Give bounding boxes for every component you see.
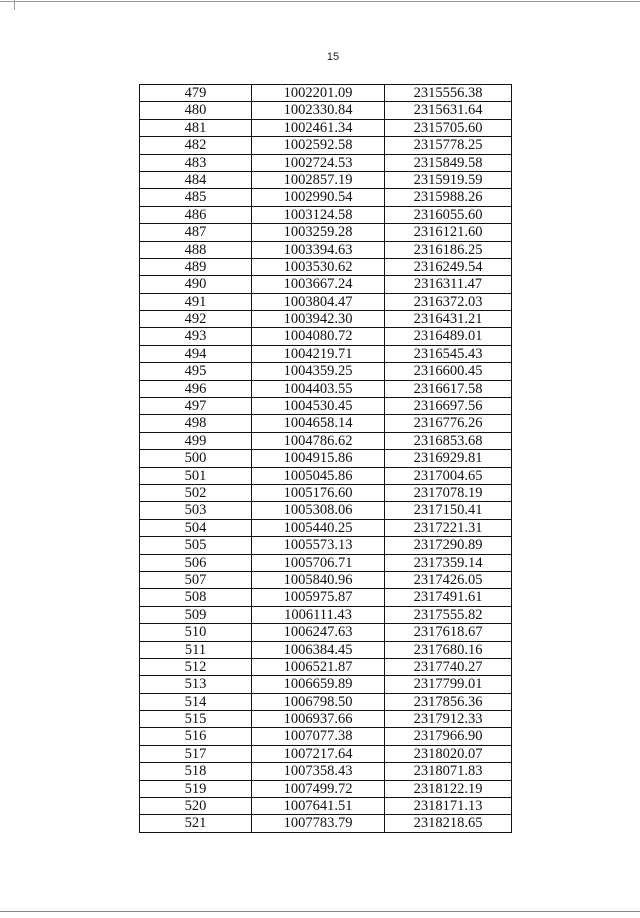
x-coordinate-cell: 1004915.86 <box>252 450 385 466</box>
x-coordinate-cell: 1007077.38 <box>252 728 385 744</box>
y-coordinate-cell: 2315556.38 <box>413 85 483 101</box>
y-coordinate-cell: 2316545.43 <box>413 345 483 362</box>
y-coordinate-cell: 2318020.07 <box>413 745 483 762</box>
point-number-cell: 497 <box>140 398 252 414</box>
point-number-cell: 506 <box>140 555 252 571</box>
point-number-cell: 495 <box>140 363 252 379</box>
x-coordinate-cell: 1004530.45 <box>252 398 385 414</box>
page-number: 15 <box>326 51 340 63</box>
table-row <box>140 398 511 415</box>
point-number-cell: 482 <box>140 137 252 153</box>
y-coordinate-cell: 2316055.60 <box>413 206 483 223</box>
table-row <box>140 137 511 154</box>
y-coordinate-cell: 2317359.14 <box>413 554 483 571</box>
y-coordinate-cell: 2315849.58 <box>413 154 483 171</box>
x-coordinate-cell: 1005706.71 <box>252 555 385 571</box>
y-coordinate-cell: 2318071.83 <box>413 763 483 780</box>
x-coordinate-cell: 1002857.19 <box>252 172 385 188</box>
point-number-cell: 492 <box>140 311 252 327</box>
table-row <box>140 415 511 432</box>
point-number-cell: 480 <box>140 102 252 118</box>
table-row <box>140 276 511 293</box>
y-coordinate-cell: 2316617.58 <box>413 380 483 397</box>
table-row <box>140 346 511 363</box>
x-coordinate-cell: 1006521.87 <box>252 659 385 675</box>
table-row <box>140 815 511 832</box>
table-row <box>140 728 511 745</box>
x-coordinate-cell: 1002724.53 <box>252 155 385 171</box>
x-coordinate-cell: 1003667.24 <box>252 276 385 292</box>
point-number-cell: 486 <box>140 207 252 223</box>
y-coordinate-cell: 2315778.25 <box>413 137 483 154</box>
y-coordinate-cell: 2317491.61 <box>413 589 483 606</box>
point-number-cell: 494 <box>140 346 252 362</box>
x-coordinate-cell: 1005573.13 <box>252 537 385 553</box>
table-row <box>140 642 511 659</box>
y-coordinate-cell: 2316776.26 <box>413 415 483 432</box>
y-coordinate-cell: 2316489.01 <box>413 328 483 345</box>
table-row <box>140 433 511 450</box>
x-coordinate-cell: 1002990.54 <box>252 189 385 205</box>
table-row <box>140 711 511 728</box>
point-number-cell: 510 <box>140 624 252 640</box>
table-row <box>140 189 511 206</box>
table-row <box>140 781 511 798</box>
y-coordinate-cell: 2317912.33 <box>413 711 483 728</box>
y-coordinate-cell: 2316311.47 <box>413 276 483 293</box>
point-number-cell: 518 <box>140 763 252 779</box>
point-number-cell: 517 <box>140 746 252 762</box>
point-number-cell: 479 <box>140 85 252 101</box>
y-coordinate-cell: 2318218.65 <box>413 815 483 832</box>
table-row <box>140 694 511 711</box>
table-row <box>140 746 511 763</box>
y-coordinate-cell: 2317004.65 <box>413 467 483 484</box>
table-row <box>140 259 511 276</box>
point-number-cell: 508 <box>140 589 252 605</box>
x-coordinate-cell: 1005308.06 <box>252 502 385 518</box>
y-coordinate-cell: 2316121.60 <box>413 224 483 241</box>
x-coordinate-cell: 1006937.66 <box>252 711 385 727</box>
table-row <box>140 102 511 119</box>
y-coordinate-cell: 2316697.56 <box>413 398 483 415</box>
y-coordinate-cell: 2315705.60 <box>413 119 483 136</box>
table-row <box>140 589 511 606</box>
point-number-cell: 520 <box>140 798 252 814</box>
x-coordinate-cell: 1003124.58 <box>252 207 385 223</box>
x-coordinate-cell: 1004658.14 <box>252 415 385 431</box>
y-coordinate-cell: 2317221.31 <box>413 519 483 536</box>
y-coordinate-cell: 2316431.21 <box>413 311 483 328</box>
x-coordinate-cell: 1006659.89 <box>252 676 385 692</box>
table-row <box>140 242 511 259</box>
point-number-cell: 503 <box>140 502 252 518</box>
table-row <box>140 572 511 589</box>
x-coordinate-cell: 1004219.71 <box>252 346 385 362</box>
x-coordinate-cell: 1007641.51 <box>252 798 385 814</box>
x-coordinate-cell: 1003804.47 <box>252 294 385 310</box>
x-coordinate-cell: 1007783.79 <box>252 815 385 831</box>
x-coordinate-cell: 1007358.43 <box>252 763 385 779</box>
table-row <box>140 676 511 693</box>
x-coordinate-cell: 1003530.62 <box>252 259 385 275</box>
y-coordinate-cell: 2317150.41 <box>413 502 483 519</box>
x-coordinate-cell: 1002201.09 <box>252 85 385 101</box>
table-row <box>140 363 511 380</box>
point-number-cell: 505 <box>140 537 252 553</box>
point-number-cell: 515 <box>140 711 252 727</box>
table-row <box>140 607 511 624</box>
point-number-cell: 499 <box>140 433 252 449</box>
x-coordinate-cell: 1004080.72 <box>252 328 385 344</box>
point-number-cell: 519 <box>140 781 252 797</box>
point-number-cell: 485 <box>140 189 252 205</box>
table-row <box>140 224 511 241</box>
table-row <box>140 468 511 485</box>
y-coordinate-cell: 2315631.64 <box>413 102 483 119</box>
y-coordinate-cell: 2317290.89 <box>413 537 483 554</box>
point-number-cell: 514 <box>140 694 252 710</box>
table-row <box>140 624 511 641</box>
y-coordinate-cell: 2316186.25 <box>413 241 483 258</box>
x-coordinate-cell: 1005440.25 <box>252 520 385 536</box>
y-coordinate-cell: 2316929.81 <box>413 450 483 467</box>
table-row <box>140 485 511 502</box>
scan-edge-left <box>14 0 15 10</box>
y-coordinate-cell: 2317078.19 <box>413 484 483 501</box>
table-row <box>140 450 511 467</box>
point-number-cell: 513 <box>140 676 252 692</box>
point-number-cell: 496 <box>140 381 252 397</box>
table-row <box>140 520 511 537</box>
point-number-cell: 483 <box>140 155 252 171</box>
point-number-cell: 502 <box>140 485 252 501</box>
table-row <box>140 537 511 554</box>
table-row <box>140 294 511 311</box>
table-row <box>140 798 511 815</box>
x-coordinate-cell: 1005840.96 <box>252 572 385 588</box>
x-coordinate-cell: 1005045.86 <box>252 468 385 484</box>
table-row <box>140 207 511 224</box>
x-coordinate-cell: 1003394.63 <box>252 242 385 258</box>
table-row <box>140 120 511 137</box>
x-coordinate-cell: 1003942.30 <box>252 311 385 327</box>
x-coordinate-cell: 1007217.64 <box>252 746 385 762</box>
table-row <box>140 555 511 572</box>
point-number-cell: 516 <box>140 728 252 744</box>
y-coordinate-cell: 2317799.01 <box>413 676 483 693</box>
y-coordinate-cell: 2317966.90 <box>413 728 483 745</box>
table-row <box>140 659 511 676</box>
table-row <box>140 155 511 172</box>
x-coordinate-cell: 1005975.87 <box>252 589 385 605</box>
coordinate-table <box>139 84 512 833</box>
table-row <box>140 328 511 345</box>
table-row <box>140 85 511 102</box>
scan-edge-top <box>0 1 640 2</box>
point-number-cell: 511 <box>140 642 252 658</box>
x-coordinate-cell: 1006247.63 <box>252 624 385 640</box>
point-number-cell: 489 <box>140 259 252 275</box>
point-number-cell: 484 <box>140 172 252 188</box>
y-coordinate-cell: 2316853.68 <box>413 432 483 449</box>
x-coordinate-cell: 1005176.60 <box>252 485 385 501</box>
point-number-cell: 507 <box>140 572 252 588</box>
table-row <box>140 311 511 328</box>
point-number-cell: 504 <box>140 520 252 536</box>
y-coordinate-cell: 2316249.54 <box>413 258 483 275</box>
x-coordinate-cell: 1002592.58 <box>252 137 385 153</box>
y-coordinate-cell: 2317618.67 <box>413 624 483 641</box>
x-coordinate-cell: 1004403.55 <box>252 381 385 397</box>
point-number-cell: 488 <box>140 242 252 258</box>
table-row <box>140 763 511 780</box>
y-coordinate-cell: 2316372.03 <box>413 293 483 310</box>
point-number-cell: 498 <box>140 415 252 431</box>
x-coordinate-cell: 1004359.25 <box>252 363 385 379</box>
x-coordinate-cell: 1002330.84 <box>252 102 385 118</box>
point-number-cell: 501 <box>140 468 252 484</box>
point-number-cell: 491 <box>140 294 252 310</box>
x-coordinate-cell: 1006384.45 <box>252 642 385 658</box>
point-number-cell: 512 <box>140 659 252 675</box>
x-coordinate-cell: 1003259.28 <box>252 224 385 240</box>
point-number-cell: 493 <box>140 328 252 344</box>
y-coordinate-cell: 2317856.36 <box>413 693 483 710</box>
y-coordinate-cell: 2315919.59 <box>413 171 483 188</box>
point-number-cell: 481 <box>140 120 252 136</box>
y-coordinate-cell: 2318171.13 <box>413 798 483 815</box>
scan-edge-bottom <box>0 911 640 912</box>
table-row <box>140 502 511 519</box>
x-coordinate-cell: 1002461.34 <box>252 120 385 136</box>
table-row <box>140 381 511 398</box>
y-coordinate-cell: 2317680.16 <box>413 641 483 658</box>
x-coordinate-cell: 1006798.50 <box>252 694 385 710</box>
x-coordinate-cell: 1004786.62 <box>252 433 385 449</box>
y-coordinate-cell: 2317740.27 <box>413 658 483 675</box>
y-coordinate-cell: 2317555.82 <box>413 606 483 623</box>
point-number-cell: 490 <box>140 276 252 292</box>
y-coordinate-cell: 2318122.19 <box>413 780 483 797</box>
y-coordinate-cell: 2316600.45 <box>413 363 483 380</box>
y-coordinate-cell: 2317426.05 <box>413 571 483 588</box>
point-number-cell: 500 <box>140 450 252 466</box>
table-row <box>140 172 511 189</box>
x-coordinate-cell: 1006111.43 <box>252 607 385 623</box>
point-number-cell: 509 <box>140 607 252 623</box>
point-number-cell: 521 <box>140 815 252 831</box>
y-coordinate-cell: 2315988.26 <box>413 189 483 206</box>
point-number-cell: 487 <box>140 224 252 240</box>
x-coordinate-cell: 1007499.72 <box>252 781 385 797</box>
